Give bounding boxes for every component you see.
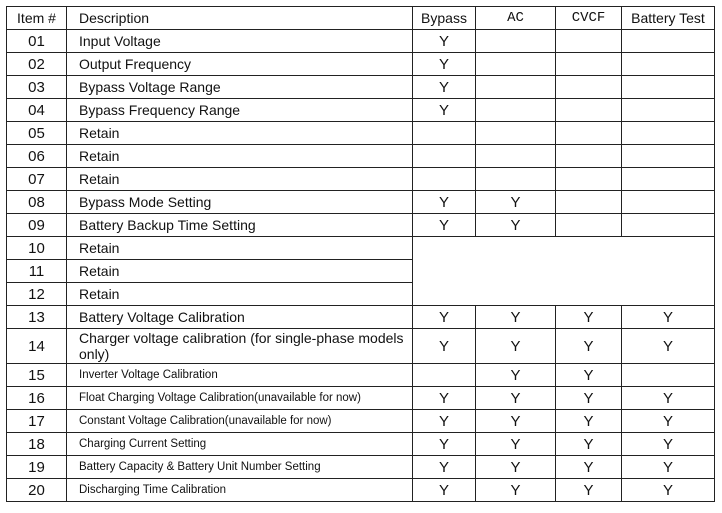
battery-test-mark	[622, 99, 715, 122]
item-description: Output Frequency	[67, 53, 413, 76]
table-row	[7, 168, 715, 191]
ac-mark: Y	[476, 456, 556, 479]
item-number: 19	[7, 456, 67, 479]
item-number: 06	[7, 145, 67, 168]
item-number: 07	[7, 168, 67, 191]
item-description: Retain	[67, 168, 413, 191]
battery-test-mark	[622, 168, 715, 191]
bypass-mark: Y	[413, 99, 476, 122]
bypass-mark: Y	[413, 433, 476, 456]
cvcf-mark	[556, 53, 622, 76]
battery-test-mark: Y	[622, 387, 715, 410]
item-number: 17	[7, 410, 67, 433]
item-number: 03	[7, 76, 67, 99]
cvcf-mark	[556, 191, 622, 214]
battery-test-mark: Y	[622, 433, 715, 456]
cvcf-mark	[556, 76, 622, 99]
header-row	[7, 7, 715, 30]
battery-test-mark	[622, 122, 715, 145]
ac-mark: Y	[476, 433, 556, 456]
header-battery-test: Battery Test	[622, 7, 715, 30]
table-row	[7, 364, 715, 387]
cvcf-mark: Y	[556, 364, 622, 387]
cvcf-mark: Y	[556, 410, 622, 433]
ac-mark	[476, 53, 556, 76]
bypass-mark	[413, 122, 476, 145]
item-description: Battery Capacity & Battery Unit Number Setting	[67, 456, 413, 479]
battery-test-mark: Y	[622, 329, 715, 364]
item-number: 12	[7, 283, 67, 306]
ac-mark: Y	[476, 214, 556, 237]
battery-test-mark	[622, 76, 715, 99]
ac-mark: Y	[476, 364, 556, 387]
item-description: Battery Voltage Calibration	[67, 306, 413, 329]
item-description: Retain	[67, 237, 413, 260]
bypass-mark: Y	[413, 76, 476, 99]
ac-mark	[476, 76, 556, 99]
table-row	[7, 99, 715, 122]
bypass-mark: Y	[413, 479, 476, 502]
item-number: 09	[7, 214, 67, 237]
cvcf-mark: Y	[556, 387, 622, 410]
table-row	[7, 479, 715, 502]
item-number: 16	[7, 387, 67, 410]
item-description: Bypass Voltage Range	[67, 76, 413, 99]
item-number: 08	[7, 191, 67, 214]
item-number: 20	[7, 479, 67, 502]
battery-test-mark: Y	[622, 306, 715, 329]
item-number: 11	[7, 260, 67, 283]
item-number: 01	[7, 30, 67, 53]
bypass-mark: Y	[413, 30, 476, 53]
bypass-mark: Y	[413, 456, 476, 479]
item-number: 13	[7, 306, 67, 329]
cvcf-mark: Y	[556, 329, 622, 364]
cvcf-mark	[556, 122, 622, 145]
ac-mark: Y	[476, 306, 556, 329]
table-row	[7, 214, 715, 237]
item-description: Retain	[67, 122, 413, 145]
table-row	[7, 145, 715, 168]
battery-test-mark	[622, 30, 715, 53]
cvcf-mark	[556, 214, 622, 237]
item-description: Float Charging Voltage Calibration(unavailable for now)	[67, 387, 413, 410]
item-number: 10	[7, 237, 67, 260]
cvcf-mark	[556, 168, 622, 191]
item-number: 04	[7, 99, 67, 122]
battery-test-mark	[622, 53, 715, 76]
table-body	[7, 30, 715, 502]
item-description: Inverter Voltage Calibration	[67, 364, 413, 387]
bypass-mark	[413, 145, 476, 168]
item-description: Retain	[67, 260, 413, 283]
table-row	[7, 30, 715, 53]
table-row	[7, 433, 715, 456]
item-number: 05	[7, 122, 67, 145]
battery-test-mark	[622, 191, 715, 214]
table-row	[7, 53, 715, 76]
cvcf-mark: Y	[556, 479, 622, 502]
header-cvcf: CVCF	[556, 7, 622, 30]
item-description: Input Voltage	[67, 30, 413, 53]
cvcf-mark: Y	[556, 456, 622, 479]
table-row	[7, 456, 715, 479]
battery-test-mark: Y	[622, 479, 715, 502]
battery-test-mark	[622, 145, 715, 168]
ac-mark: Y	[476, 479, 556, 502]
item-description: Retain	[67, 283, 413, 306]
battery-test-mark: Y	[622, 456, 715, 479]
bypass-mark: Y	[413, 191, 476, 214]
item-description: Charging Current Setting	[67, 433, 413, 456]
bypass-mark	[413, 364, 476, 387]
item-description: Bypass Mode Setting	[67, 191, 413, 214]
ac-mark	[476, 99, 556, 122]
item-description: Charger voltage calibration (for single-phase models only)	[67, 329, 413, 364]
item-number: 14	[7, 329, 67, 364]
ac-mark: Y	[476, 410, 556, 433]
table-row	[7, 329, 715, 364]
item-description: Retain	[67, 145, 413, 168]
cvcf-mark: Y	[556, 433, 622, 456]
item-description: Bypass Frequency Range	[67, 99, 413, 122]
merged-blank-cell	[413, 237, 715, 306]
header-ac: AC	[476, 7, 556, 30]
bypass-mark: Y	[413, 214, 476, 237]
table-row	[7, 191, 715, 214]
function-table	[6, 6, 715, 502]
table-row	[7, 387, 715, 410]
bypass-mark: Y	[413, 329, 476, 364]
cvcf-mark	[556, 145, 622, 168]
item-description: Battery Backup Time Setting	[67, 214, 413, 237]
header-description: Description	[67, 7, 413, 30]
bypass-mark: Y	[413, 306, 476, 329]
bypass-mark: Y	[413, 387, 476, 410]
table-row	[7, 306, 715, 329]
item-number: 15	[7, 364, 67, 387]
item-description: Discharging Time Calibration	[67, 479, 413, 502]
cvcf-mark	[556, 99, 622, 122]
battery-test-mark: Y	[622, 410, 715, 433]
bypass-mark	[413, 168, 476, 191]
header-bypass: Bypass	[413, 7, 476, 30]
item-description: Constant Voltage Calibration(unavailable for now)	[67, 410, 413, 433]
ac-mark: Y	[476, 387, 556, 410]
battery-test-mark	[622, 214, 715, 237]
ac-mark: Y	[476, 329, 556, 364]
ac-mark	[476, 168, 556, 191]
bypass-mark: Y	[413, 410, 476, 433]
item-number: 02	[7, 53, 67, 76]
bypass-mark: Y	[413, 53, 476, 76]
battery-test-mark	[622, 364, 715, 387]
table-row	[7, 76, 715, 99]
table-row	[7, 122, 715, 145]
ac-mark: Y	[476, 191, 556, 214]
table-row	[7, 237, 715, 260]
ac-mark	[476, 145, 556, 168]
cvcf-mark: Y	[556, 306, 622, 329]
item-number: 18	[7, 433, 67, 456]
ac-mark	[476, 122, 556, 145]
header-item-number: Item #	[7, 7, 67, 30]
cvcf-mark	[556, 30, 622, 53]
table-row	[7, 410, 715, 433]
ac-mark	[476, 30, 556, 53]
